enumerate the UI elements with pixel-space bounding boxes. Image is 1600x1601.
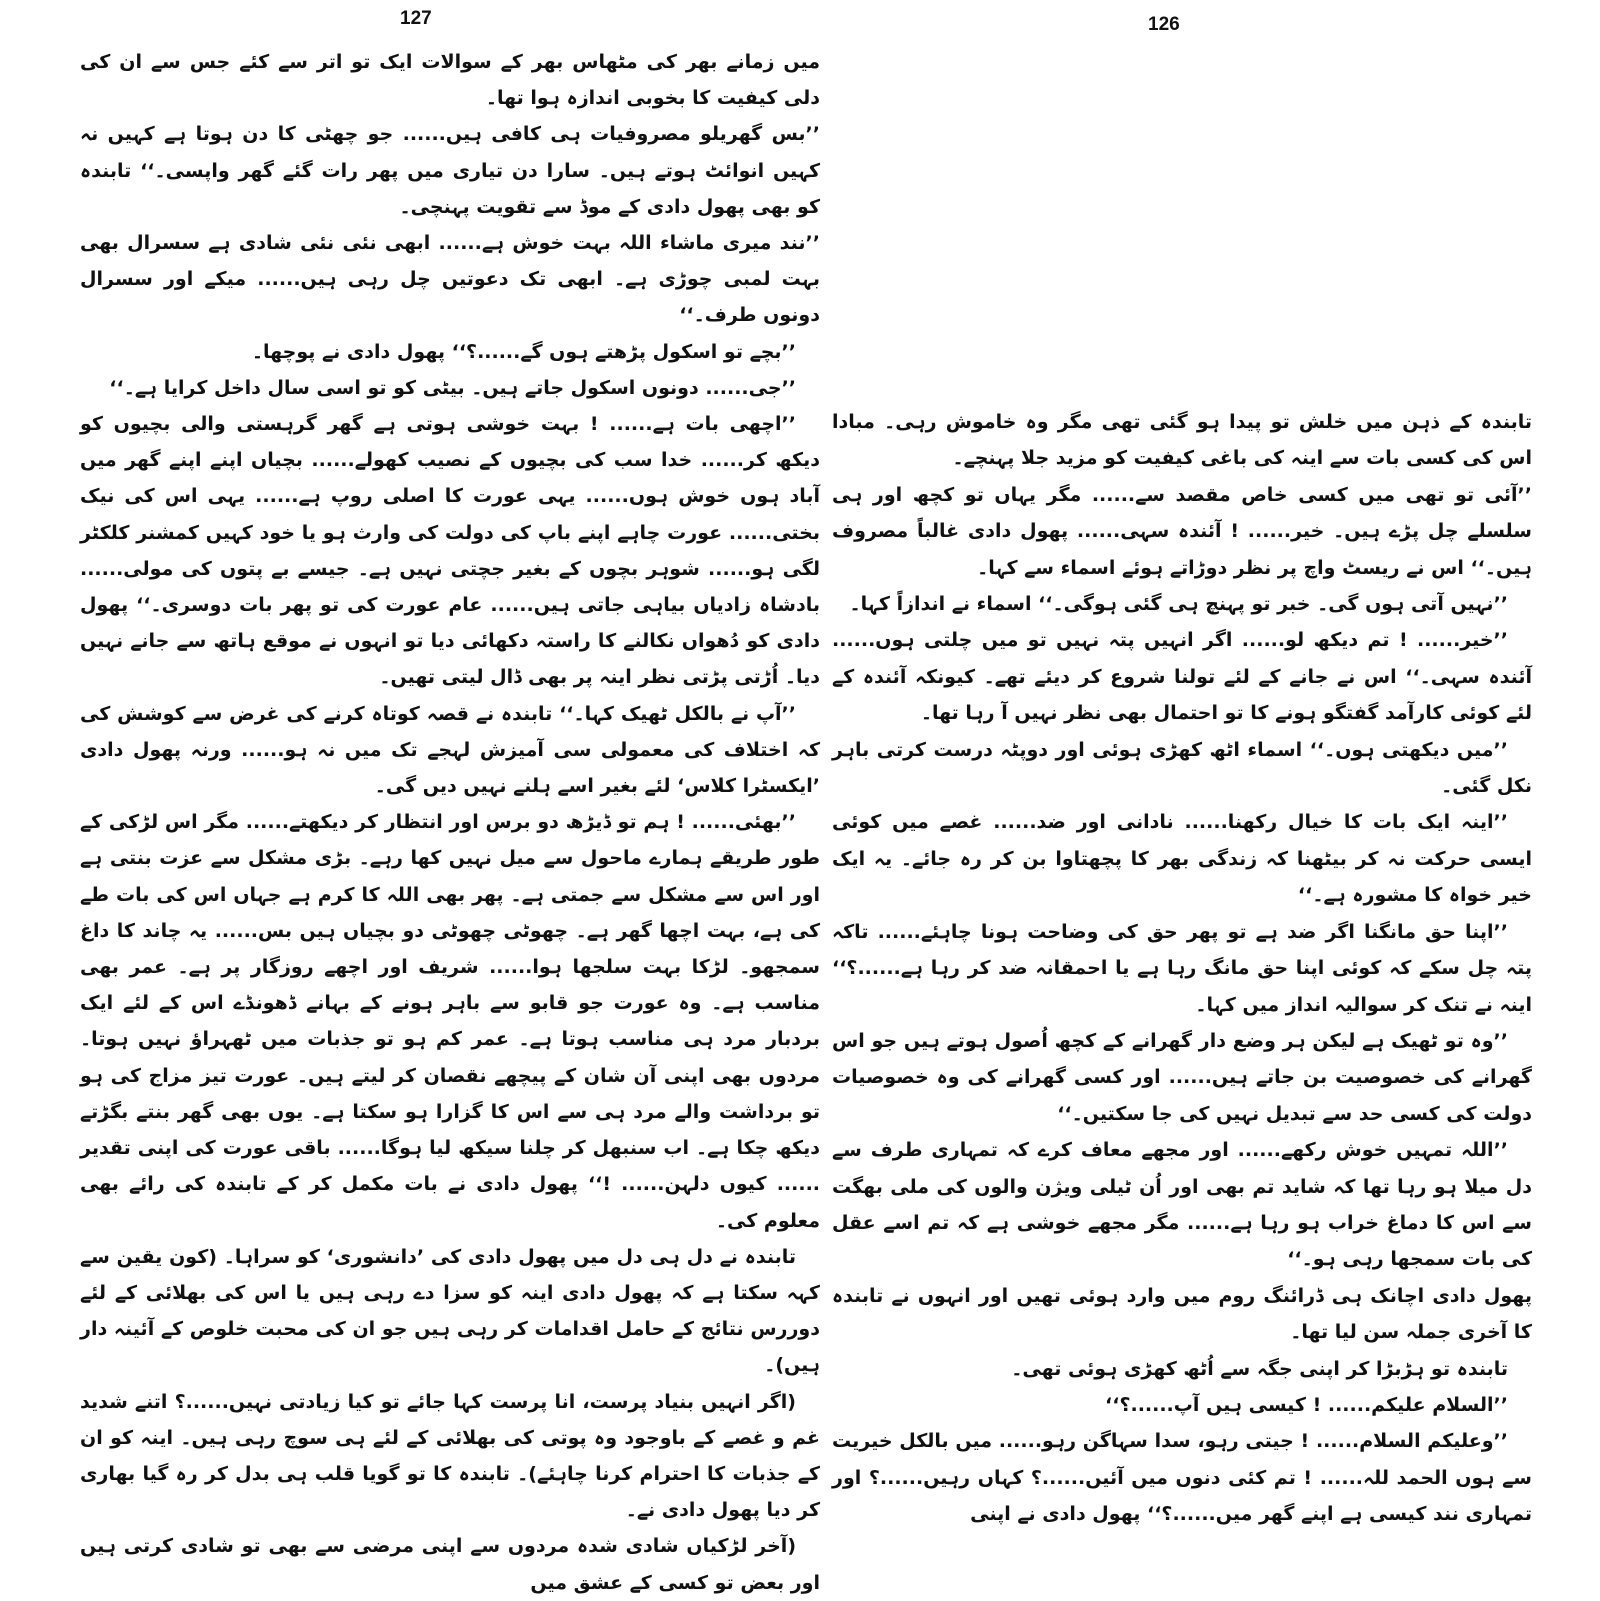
paragraph: ’’نہیں آتی ہوں گی۔ خبر تو پہنچ ہی گئی ہوگی۔‘‘ اسماء نے اندازاً کہا۔ (849, 593, 1508, 616)
paragraph: ’’خیر...... ! تم دیکھ لو...... اگر انہیں پتہ نہیں تو میں چلتی ہوں...... آئندہ سہی۔‘‘ اس نے جانے کے لئے تولنا شروع کر دیئے تھے۔ کیونکہ آئندہ کے لئے کوئی کارآمد گفتگو ہونے کا تو احتمال بھی نظر نہیں آ رہا تھا۔ (832, 629, 1532, 725)
paragraph: (آخر لڑکیاں شادی شدہ مردوں سے اپنی مرضی سے بھی تو شادی کرتی ہیں اور بعض تو کسی کے عشق میں (80, 1535, 820, 1594)
paragraph: ’’وہ تو ٹھیک ہے لیکن ہر وضع دار گھرانے کے کچھ اُصول ہوتے ہیں جو اس گھرانے کی خصوصیت بن جاتے ہیں...... اور کسی گھرانے کی وہ خصوصیات دولت کی کسی حد سے تبدیل نہیں کی جا سکتیں۔‘‘ (832, 1029, 1532, 1125)
paragraph: تابندہ تو ہڑبڑا کر اپنی جگہ سے اُٹھ کھڑی ہوئی تھی۔ (1011, 1357, 1508, 1380)
paragraph: ’’اینہ ایک بات کا خیال رکھنا...... نادانی اور ضد...... غصے میں کوئی ایسی حرکت نہ کر بیٹھنا کہ زندگی بھر کا پچھتاوا بن کر رہ جائے۔ یہ ایک خیر خواہ کا مشورہ ہے۔‘‘ (832, 811, 1532, 907)
paragraph: ’’بھئی...... ! ہم تو ڈیڑھ دو برس اور انتظار کر دیکھتے...... مگر اس لڑکی کے طور طریقے ہمارے ماحول سے میل نہیں کھا رہے۔ بڑی مشکل سے عزت بنتی ہے اور اس سے مشکل سے جمتی ہے۔ پھر بھی اللہ کا کرم ہے جہاں اس کی بات طے کی ہے، بہت اچھا گھر ہے۔ چھوٹی چھوٹی دو بچیاں ہیں بس...... یہ چاند کا داغ سمجھو۔ لڑکا بہت سلجھا ہوا...... شریف اور اچھے روزگار پر ہے۔ عمر بھی مناسب ہے۔ وہ عورت جو قابو سے باہر ہونے کے بہانے ڈھونڈے اس کے لئے ایک بردبار مرد ہی مناسب ہوتا ہے۔ عمر کم ہو تو جذبات میں ٹھہراؤ نہیں ہوتا۔ مردوں بھی اپنی آن شان کے پیچھے نقصان کر لیتے ہیں۔ عورت تیز مزاج کی ہو تو برداشت والے مرد ہی سے اس کا گزارا ہو سکتا ہے۔ یوں بھی گھر بنتے بگڑتے دیکھ چکا ہے۔ اب سنبھل کر چلنا سیکھ لیا ہوگا...... باقی عورت کی اپنی تقدیر ...... کیوں دلہن...... !‘‘ پھول دادی نے بات مکمل کر کے تابندہ کی رائے بھی معلوم کی۔ (80, 811, 820, 1232)
paragraph: ’’السلام علیکم...... ! کیسی ہیں آپ......؟‘‘ (1105, 1393, 1508, 1416)
paragraph: ’’آئی تو تھی میں کسی خاص مقصد سے...... مگر یہاں تو کچھ اور ہی سلسلے چل پڑے ہیں۔ خیر...... ! آئندہ سہی...... پھول دادی غالباً مصروف ہیں۔‘‘ اس نے ریسٹ واچ پر نظر دوڑاتے ہوئے اسماء سے کہا۔ (832, 483, 1532, 579)
paragraph: ’’بس گھریلو مصروفیات ہی کافی ہیں...... جو چھٹی کا دن ہوتا ہے کہیں نہ کہیں انوائٹ ہوتے ہیں۔ سارا دن تیاری میں پھر رات گئے گھر واپسی۔‘‘ تابندہ کو بھی پھول دادی کے موڈ سے تقویت پہنچی۔ (80, 123, 820, 218)
right-page-text (832, 404, 1532, 1533)
page-gutter (826, 40, 827, 1340)
page-number-left: 127 (400, 8, 432, 29)
paragraph: پھول دادی اچانک ہی ڈرائنگ روم میں وارد ہوئی تھیں اور انہوں نے تابندہ کا آخری جملہ سن لیا تھا۔ (832, 1284, 1532, 1344)
paragraph: ’’اچھی بات ہے...... ! بہت خوشی ہوتی ہے گھر گرہستی والی بچیوں کو دیکھ کر...... خدا سب کی بچیوں کے نصیب کھولے...... بچیاں اپنے اپنے گھر میں آباد ہوں خوش ہوں...... یہی عورت کا اصلی روپ ہے...... یہی اس کی نیک بختی...... عورت چاہے اپنے باپ کی دولت کی وارث ہو یا خود کہیں کمشنر کلکٹر لگی ہو...... شوہر بچوں کے بغیر جچتی نہیں ہے۔ جیسے بے پتوں کی مولی...... بادشاہ زادیاں بیاہی جاتی ہیں...... عام عورت کی تو پھر بات دوسری۔‘‘ پھول دادی کو دُھواں نکالنے کا راستہ دکھائی دیا تو انہوں نے موقع ہاتھ سے جانے نہیں دیا۔ اُڑتی پڑتی نظر اینہ پر بھی ڈال لیتی تھیں۔ (80, 413, 820, 689)
paragraph: ’’اپنا حق مانگنا اگر ضد ہے تو پھر حق کی وضاحت ہونا چاہئے...... تاکہ پتہ چل سکے کہ کوئی اپنا حق مانگ رہا ہے یا احمقانہ ضد کر رہا ہے......؟‘‘ اینہ نے تنک کر سوالیہ انداز میں کہا۔ (832, 920, 1532, 1016)
paragraph: میں زمانے بھر کی مٹھاس بھر کے سوالات ایک تو اتر سے کئے جس سے ان کی دلی کیفیت کا بخوبی اندازہ ہوا تھا۔ (80, 51, 820, 110)
paragraph: ’’جی...... دونوں اسکول جاتے ہیں۔ بیٹی کو تو اسی سال داخل کرایا ہے۔‘‘ (109, 376, 796, 399)
paragraph: ’’میں دیکھتی ہوں۔‘‘ اسماء اٹھ کھڑی ہوئی اور دوپٹہ درست کرتی باہر نکل گئی۔ (832, 738, 1532, 798)
paragraph: ’’اللہ تمہیں خوش رکھے...... اور مجھے معاف کرے کہ تمہاری طرف سے دل میلا ہو رہا تھا کہ شاید تم بھی اور اُن ٹیلی ویژن والوں کی ملی بھگت سے اس کا دماغ خراب ہو رہا ہے...... مگر مجھے خوشی ہے کہ تم اسے عقل کی بات سمجھا رہی ہو۔‘‘ (832, 1139, 1532, 1271)
paragraph: (اگر انہیں بنیاد پرست، انا پرست کہا جائے تو کیا زیادتی نہیں......؟ اتنے شدید غم و غصے کے باوجود وہ پوتی کی بھلائی کے لئے ہی سوچ رہی ہیں۔ اینہ کو ان کے جذبات کا احترام کرنا چاہئے)۔ تابندہ کا تو گویا قلب ہی بدل کر رہ گیا بھاری کر دیا پھول دادی نے۔ (80, 1390, 820, 1522)
paragraph: ’’وعلیکم السلام...... ! جیتی رہو، سدا سہاگن رہو...... میں بالکل خیریت سے ہوں الحمد للہ...... ! تم کئی دنوں میں آئیں......؟ کہاں رہیں......؟ اور تمہاری نند کیسی ہے اپنے گھر میں......؟‘‘ پھول دادی نے اپنی (832, 1430, 1532, 1526)
left-page-text (80, 44, 820, 1601)
paragraph: ’’بچے تو اسکول پڑھتے ہوں گے......؟‘‘ پھول دادی نے پوچھا۔ (251, 340, 796, 363)
paragraph: تابندہ کے ذہن میں خلش تو پیدا ہو گئی تھی مگر وہ خاموش رہی۔ مبادا اس کی کسی بات سے اینہ کی باغی کیفیت کو مزید جلا پہنچے۔ (832, 411, 1532, 470)
page-number-right: 126 (1148, 14, 1180, 35)
paragraph: تابندہ نے دل ہی دل میں پھول دادی کی ’دانشوری‘ کو سراہا۔ (کون یقین سے کہہ سکتا ہے کہ پھول دادی اینہ کو سزا دے رہی ہیں یا اس کی بھلائی کے لئے دوررس نتائج کے حامل اقدامات کر رہی ہیں جو ان کی محبت خلوص کے آئینہ دار ہیں)۔ (80, 1245, 820, 1377)
paragraph: ’’نند میری ماشاء اللہ بہت خوش ہے...... ابھی نئی نئی شادی ہے سسرال بھی بہت لمبی چوڑی ہے۔ ابھی تک دعوتیں چل رہی ہیں...... میکے اور سسرال دونوں طرف۔‘‘ (80, 232, 820, 327)
paragraph: ’’آپ نے بالکل ٹھیک کہا۔‘‘ تابندہ نے قصہ کوتاہ کرنے کی غرض سے کوشش کی کہ اختلاف کی معمولی سی آمیزش لہجے تک میں نہ ہو...... ورنہ پھول دادی ’ایکسٹرا کلاس‘ لئے بغیر اسے ہلنے نہیں دیں گی۔ (80, 702, 820, 798)
